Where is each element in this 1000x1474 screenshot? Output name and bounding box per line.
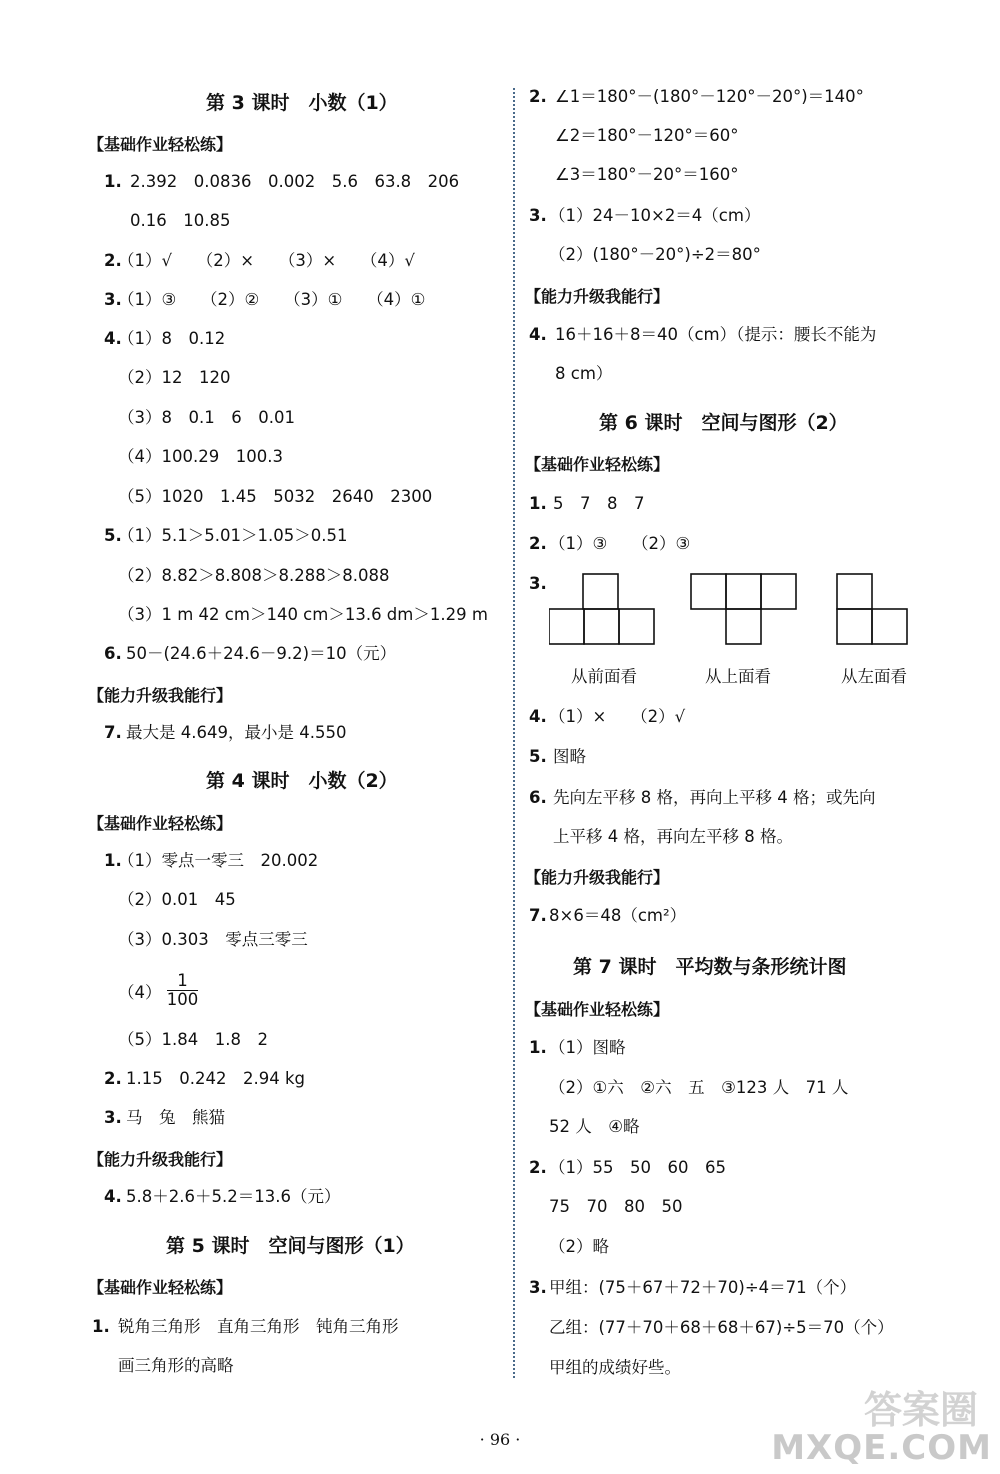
q-num: 1. bbox=[104, 172, 122, 191]
answer-line: 0.16 10.85 bbox=[130, 211, 231, 230]
q-num: 6. bbox=[104, 644, 122, 663]
q-num: 3. bbox=[529, 574, 547, 593]
answer-line: 马 兔 熊猫 bbox=[126, 1108, 225, 1127]
top-view-square bbox=[761, 574, 796, 609]
answer-line: （1）24－10×2＝4（cm） bbox=[549, 206, 761, 225]
answer-line: （2）略 bbox=[549, 1237, 609, 1256]
watermark-logo-text: 答案圈 bbox=[863, 1388, 978, 1432]
q-num: 5. bbox=[529, 747, 547, 766]
lesson4-title: 第 4 课时 小数（2） bbox=[206, 770, 398, 792]
answer-line: 52 人 ④略 bbox=[549, 1117, 640, 1136]
q-num: 3. bbox=[529, 206, 547, 225]
answer-line: （1）55 50 60 65 bbox=[549, 1158, 726, 1177]
lesson7-title: 第 7 课时 平均数与条形统计图 bbox=[573, 956, 847, 978]
fraction-denominator: 100 bbox=[166, 990, 199, 1009]
watermark-url: MXQE.COM bbox=[771, 1428, 992, 1468]
lesson6-title: 第 6 课时 空间与图形（2） bbox=[599, 412, 848, 434]
fraction bbox=[167, 972, 199, 1009]
answer-line: ∠1＝180°－(180°－120°－20°)＝140° bbox=[555, 87, 864, 106]
answer-line: （1）8 0.12 bbox=[118, 329, 226, 348]
left-view-square bbox=[837, 574, 872, 609]
view-front-label: 从前面看 bbox=[571, 667, 637, 686]
answer-line: ∠3＝180°－20°＝160° bbox=[555, 165, 739, 184]
lesson6-ability-section: 【能力升级我能行】 bbox=[525, 868, 670, 887]
answer-line: 乙组：(77＋70＋68＋68＋67)÷5＝70（个） bbox=[549, 1318, 894, 1337]
answer-line: （5）1.84 1.8 2 bbox=[118, 1030, 268, 1049]
q-num: 3. bbox=[104, 1108, 122, 1127]
lesson6-basic-section: 【基础作业轻松练】 bbox=[525, 455, 670, 474]
q-num: 1. bbox=[92, 1317, 110, 1336]
front-view-square bbox=[584, 609, 619, 644]
front-view-square bbox=[619, 609, 654, 644]
answer-line: （1）③ （2）② （3）① （4）① bbox=[118, 290, 426, 309]
q1-4-label: （4） bbox=[118, 983, 162, 1002]
answer-line: 甲组的成绩好些。 bbox=[549, 1358, 681, 1377]
answer-line: 1.15 0.242 2.94 kg bbox=[126, 1069, 305, 1088]
answer-line: （2）(180°－20°)÷2＝80° bbox=[549, 245, 761, 264]
lesson5-title: 第 5 课时 空间与图形（1） bbox=[166, 1235, 415, 1257]
answer-line: （3）8 0.1 6 0.01 bbox=[118, 408, 295, 427]
q-num: 1. bbox=[104, 851, 122, 870]
lesson3-title: 第 3 课时 小数（1） bbox=[206, 92, 398, 114]
answer-line: 2.392 0.0836 0.002 5.6 63.8 206 bbox=[130, 172, 460, 191]
answer-line: ∠2＝180°－120°＝60° bbox=[555, 126, 739, 145]
q-num: 4. bbox=[104, 1187, 122, 1206]
lesson4-ability-section: 【能力升级我能行】 bbox=[88, 1150, 233, 1169]
front-view-square bbox=[549, 609, 584, 644]
q-num: 7. bbox=[104, 723, 122, 742]
answer-line: （1）③ （2）③ bbox=[549, 534, 691, 553]
left-view-square bbox=[872, 609, 907, 644]
answer-line: 50－(24.6＋24.6－9.2)＝10（元） bbox=[126, 644, 397, 663]
q-num: 6. bbox=[529, 788, 547, 807]
answer-line: 16＋16＋8＝40（cm）（提示：腰长不能为 bbox=[555, 325, 877, 344]
answer-line: 锐角三角形 直角三角形 钝角三角形 bbox=[118, 1317, 399, 1336]
answer-line: （1）√ （2）× （3）× （4）√ bbox=[118, 251, 415, 270]
lesson3-basic-section: 【基础作业轻松练】 bbox=[88, 135, 233, 154]
top-view-square bbox=[691, 574, 726, 609]
answer-line: 8×6＝48（cm²） bbox=[549, 906, 687, 925]
answer-line: （1）× （2）√ bbox=[549, 707, 686, 726]
answer-line: 先向左平移 8 格，再向上平移 4 格；或先向 bbox=[553, 788, 876, 807]
q-num: 1. bbox=[529, 1038, 547, 1057]
q-num: 2. bbox=[104, 251, 122, 270]
answer-line: （5）1020 1.45 5032 2640 2300 bbox=[118, 487, 433, 506]
q-num: 2. bbox=[529, 1158, 547, 1177]
page-number: · 96 · bbox=[479, 1430, 521, 1449]
fraction-numerator: 1 bbox=[167, 972, 199, 991]
q-num: 2. bbox=[104, 1069, 122, 1088]
answer-line: 画三角形的高略 bbox=[118, 1356, 234, 1375]
view-top-label: 从上面看 bbox=[705, 667, 771, 686]
answer-line: （3）0.303 零点三零三 bbox=[118, 930, 308, 949]
answer-line: （2）12 120 bbox=[118, 368, 231, 387]
answer-line: 最大是 4.649，最小是 4.550 bbox=[126, 723, 347, 742]
answer-line: 图略 bbox=[553, 747, 586, 766]
answer-line: （2）0.01 45 bbox=[118, 890, 236, 909]
front-view-square bbox=[583, 574, 618, 609]
answer-line: 5 7 8 7 bbox=[553, 494, 645, 513]
answer-line: 5.8＋2.6＋5.2＝13.6（元） bbox=[126, 1187, 341, 1206]
column-divider bbox=[513, 88, 515, 1378]
answer-line: 甲组：(75＋67＋72＋70)÷4＝71（个） bbox=[549, 1278, 857, 1297]
lesson3-ability-section: 【能力升级我能行】 bbox=[88, 686, 233, 705]
answer-line: （3）1 m 42 cm＞140 cm＞13.6 dm＞1.29 m bbox=[118, 605, 488, 624]
three-views-diagram bbox=[549, 572, 939, 652]
lesson4-basic-section: 【基础作业轻松练】 bbox=[88, 814, 233, 833]
q-num: 1. bbox=[529, 494, 547, 513]
q-num: 3. bbox=[104, 290, 122, 309]
q-num: 4. bbox=[529, 325, 547, 344]
answer-line: 8 cm） bbox=[555, 364, 613, 383]
answer-line: （4）100.29 100.3 bbox=[118, 447, 283, 466]
answer-line: （1）零点一零三 20.002 bbox=[118, 851, 319, 870]
top-view-square bbox=[726, 609, 761, 644]
answer-line: （1）图略 bbox=[549, 1038, 626, 1057]
lesson7-basic-section: 【基础作业轻松练】 bbox=[525, 1000, 670, 1019]
answer-line: （2）8.82＞8.808＞8.288＞8.088 bbox=[118, 566, 390, 585]
q-num: 5. bbox=[104, 526, 122, 545]
top-view-square bbox=[726, 574, 761, 609]
q-num: 4. bbox=[529, 707, 547, 726]
q-num: 7. bbox=[529, 906, 547, 925]
view-left-label: 从左面看 bbox=[841, 667, 907, 686]
left-view-square bbox=[837, 609, 872, 644]
answer-line: （2）①六 ②六 五 ③123 人 71 人 bbox=[549, 1078, 849, 1097]
answer-line: 75 70 80 50 bbox=[549, 1197, 683, 1216]
q-num: 2. bbox=[529, 534, 547, 553]
q-num: 4. bbox=[104, 329, 122, 348]
answer-line: 上平移 4 格，再向左平移 8 格。 bbox=[553, 827, 793, 846]
q-num: 3. bbox=[529, 1278, 547, 1297]
lesson5-ability-section: 【能力升级我能行】 bbox=[525, 287, 670, 306]
answer-line bbox=[118, 971, 199, 1009]
lesson5-basic-section: 【基础作业轻松练】 bbox=[88, 1278, 233, 1297]
answer-line: （1）5.1＞5.01＞1.05＞0.51 bbox=[118, 526, 348, 545]
q-num: 2. bbox=[529, 87, 547, 106]
